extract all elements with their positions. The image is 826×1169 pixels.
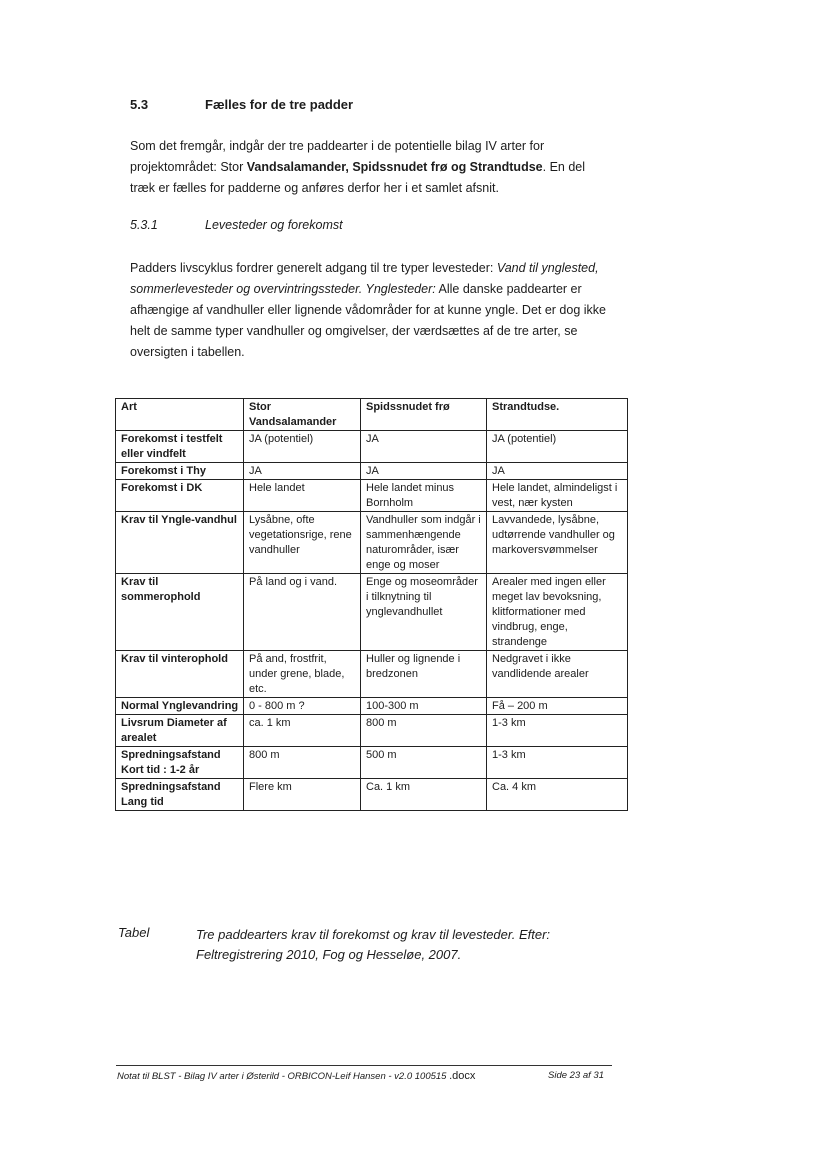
table-cell: 1-3 km [487,747,628,779]
table-cell: Ca. 4 km [487,779,628,811]
table-row [116,480,628,512]
section-title: Fælles for de tre padder [205,97,354,112]
table-cell: 100-300 m [361,698,487,715]
table-header-row [116,399,628,431]
row-label: Normal Ynglevandring [116,698,244,715]
row-label: Krav til Yngle-vandhul [116,512,244,574]
row-label: Forekomst i Thy [116,463,244,480]
table-cell: 800 m [244,747,361,779]
table-row [116,651,628,698]
table-row [116,463,628,480]
table-cell: Hele landet, almindeligst i vest, nær kysten [487,480,628,512]
table-cell: ca. 1 km [244,715,361,747]
table-cell: Ca. 1 km [361,779,487,811]
intro-species: Vandsalamander, Spidssnudet frø og Strandtudse [246,160,543,174]
table-cell: På and, frostfrit, under grene, blade, etc. [244,651,361,698]
table-cell: Få – 200 m [487,698,628,715]
row-label: Forekomst i DK [116,480,244,512]
footer-divider [116,1065,612,1066]
body-text-b: Alle danske paddearter er afhængige af vandhuller eller lignende vådområder for at kunne yngle. Det er dog ikke helt de samme typer vandhuller og omgivelser, der værdsættes af de tre arter, se oversigten i tabellen. [130,282,606,359]
footer-doc-name: Notat til BLST - Bilag IV arter i Østerild - ORBICON-Leif Hansen - v2.0 100515 [117,1071,450,1082]
header-cell: Spidssnudet frø [361,399,487,431]
table-cell: 800 m [361,715,487,747]
row-label: Spredningsafstand Kort tid : 1-2 år [116,747,244,779]
table-row [116,574,628,651]
table-row [116,715,628,747]
table-cell: JA [487,463,628,480]
table-cell: Hele landet minus Bornholm [361,480,487,512]
table-cell: Lysåbne, ofte vegetationsrige, rene vandhuller [244,512,361,574]
footer-page-number: Side 23 af 31 [548,1070,604,1081]
body-text-a: Padders livscyklus fordrer generelt adgang til tre typer levesteder: [130,261,497,275]
table-cell: Hele landet [244,480,361,512]
table-cell: JA [244,463,361,480]
table-cell: 1-3 km [487,715,628,747]
table-cell: JA [361,463,487,480]
table-row [116,698,628,715]
intro-text-b: . En del træk er fælles for padderne og anføres derfor her i et samlet afsnit. [130,160,586,195]
header-cell: Strandtudse. [487,399,628,431]
caption-text: Tre paddearters krav til forekomst og krav til levesteder. Efter: Feltregistrering 2010, Fog og Hesseløe, 2007. [196,927,551,962]
section-number: 5.3 [130,97,149,112]
caption-label: Tabel [118,925,150,940]
intro-paragraph [130,136,610,199]
table-row [116,779,628,811]
table-row [116,512,628,574]
row-label: Forekomst i testfelt eller vindfelt [116,431,244,463]
table-cell: 0 - 800 m ? [244,698,361,715]
header-cell: Art [116,399,244,431]
footer-doc-ext: .docx [449,1070,476,1082]
table-cell: Flere km [244,779,361,811]
table-row [116,747,628,779]
species-table [115,398,628,811]
row-label: Krav til sommerophold [116,574,244,651]
table-cell: Lavvandede, lysåbne, udtørrende vandhuller og markoversvømmelser [487,512,628,574]
intro-text-a: Som det fremgår, indgår der tre paddearter i de potentielle bilag IV arter for projektområdet: Stor [130,139,545,174]
body-paragraph [130,258,610,363]
subsection-title: Levesteder og forekomst [205,218,343,232]
row-label: Livsrum Diameter af arealet [116,715,244,747]
table-cell: JA [361,431,487,463]
table-cell: JA (potentiel) [487,431,628,463]
table-cell: 500 m [361,747,487,779]
row-label: Spredningsafstand Lang tid [116,779,244,811]
table-cell: På land og i vand. [244,574,361,651]
table-cell: Vandhuller som indgår i sammenhængende naturområder, især enge og moser [361,512,487,574]
row-label: Krav til vinterophold [116,651,244,698]
table-cell: Arealer med ingen eller meget lav bevoksning, klitformationer med vindbrug, enge, strandenge [487,574,628,651]
header-cell: Stor Vandsalamander [244,399,361,431]
table-row [116,431,628,463]
footer-document [117,1070,475,1082]
subsection-number: 5.3.1 [130,218,158,232]
body-italic: Vand til ynglested, sommerlevesteder og overvintringssteder. Ynglesteder: [130,261,599,296]
table-cell: JA (potentiel) [244,431,361,463]
table-cell: Huller og lignende i bredzonen [361,651,487,698]
table-cell: Nedgravet i ikke vandlidende arealer [487,651,628,698]
table-cell: Enge og moseområder i tilknytning til ynglevandhullet [361,574,487,651]
